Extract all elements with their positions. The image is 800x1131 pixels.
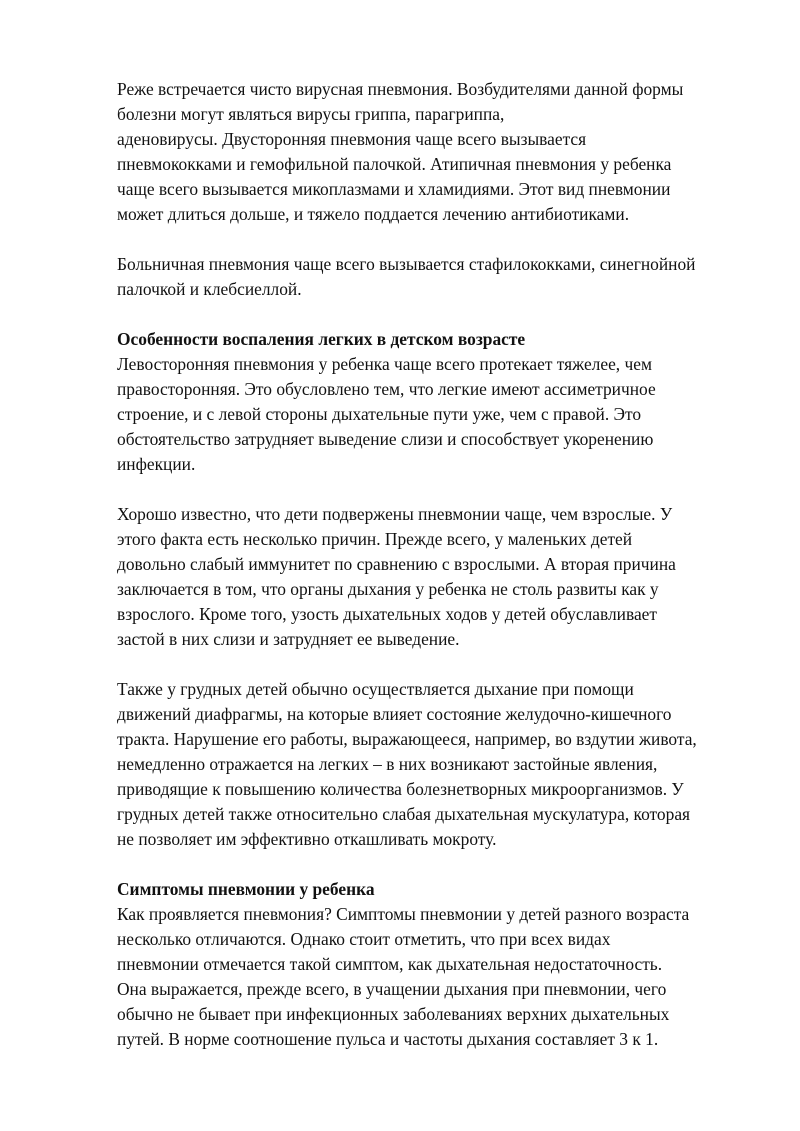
paragraph-spacer	[117, 852, 747, 877]
text-line: может длиться дольше, и тяжело поддается лечению антибиотиками.	[117, 204, 630, 224]
text-line: аденовирусы. Двусторонняя пневмония чаще всего вызывается	[117, 129, 587, 149]
text-line: тракта. Нарушение его работы, выражающееся, например, во вздутии живота,	[117, 729, 697, 749]
text-line: приводящие к повышению количества болезнетворных микроорганизмов. У	[117, 779, 684, 799]
text-line: немедленно отражается на легких – в них возникают застойные явления,	[117, 754, 658, 774]
paragraph	[117, 352, 747, 477]
paragraph-spacer	[117, 227, 747, 252]
text-line: пневмококками и гемофильной палочкой. Атипичная пневмония у ребенка	[117, 154, 672, 174]
paragraph	[117, 252, 747, 302]
text-line: строение, и с левой стороны дыхательные пути уже, чем с правой. Это	[117, 404, 642, 424]
section-heading: Особенности воспаления легких в детском возрасте	[117, 329, 526, 349]
text-line: палочкой и клебсиеллой.	[117, 279, 302, 299]
text-line: обстоятельство затрудняет выведение слизи и способствует укоренению	[117, 429, 654, 449]
paragraph	[117, 502, 747, 652]
text-line: Также у грудных детей обычно осуществляется дыхание при помощи	[117, 679, 634, 699]
text-line: Она выражается, прежде всего, в учащении дыхания при пневмонии, чего	[117, 979, 667, 999]
text-line: Как проявляется пневмония? Симптомы пневмонии у детей разного возраста	[117, 904, 690, 924]
text-line: Больничная пневмония чаще всего вызывается стафилококками, синегнойной	[117, 254, 696, 274]
text-line: чаще всего вызывается микоплазмами и хламидиями. Этот вид пневмонии	[117, 179, 671, 199]
text-line: довольно слабый иммунитет по сравнению с взрослыми. А вторая причина	[117, 554, 676, 574]
paragraph	[117, 77, 747, 227]
text-line: инфекции.	[117, 454, 196, 474]
paragraph-spacer	[117, 652, 747, 677]
paragraph-spacer	[117, 302, 747, 327]
text-line: несколько отличаются. Однако стоит отметить, что при всех видах	[117, 929, 611, 949]
text-line: этого факта есть несколько причин. Прежде всего, у маленьких детей	[117, 529, 633, 549]
text-line: Левосторонняя пневмония у ребенка чаще всего протекает тяжелее, чем	[117, 354, 652, 374]
paragraph	[117, 902, 747, 1052]
text-line: болезни могут являться вирусы гриппа, парагриппа,	[117, 104, 505, 124]
text-line: путей. В норме соотношение пульса и частоты дыхания составляет 3 к 1.	[117, 1029, 659, 1049]
text-line: движений диафрагмы, на которые влияет состояние желудочно-кишечного	[117, 704, 672, 724]
text-line: взрослого. Кроме того, узость дыхательных ходов у детей обуславливает	[117, 604, 657, 624]
paragraph	[117, 677, 747, 852]
section-heading: Симптомы пневмонии у ребенка	[117, 879, 375, 899]
text-line: Реже встречается чисто вирусная пневмония. Возбудителями данной формы	[117, 79, 684, 99]
text-line: Хорошо известно, что дети подвержены пневмонии чаще, чем взрослые. У	[117, 504, 673, 524]
text-line: пневмонии отмечается такой симптом, как дыхательная недостаточность.	[117, 954, 663, 974]
text-line: застой в них слизи и затрудняет ее выведение.	[117, 629, 460, 649]
text-line: грудных детей также относительно слабая дыхательная мускулатура, которая	[117, 804, 691, 824]
text-line: заключается в том, что органы дыхания у ребенка не столь развиты как у	[117, 579, 659, 599]
document-page	[117, 77, 747, 1052]
text-line: правосторонняя. Это обусловлено тем, что легкие имеют ассиметричное	[117, 379, 656, 399]
paragraph-spacer	[117, 477, 747, 502]
text-line: обычно не бывает при инфекционных заболеваниях верхних дыхательных	[117, 1004, 670, 1024]
text-line: не позволяет им эффективно откашливать мокроту.	[117, 829, 497, 849]
